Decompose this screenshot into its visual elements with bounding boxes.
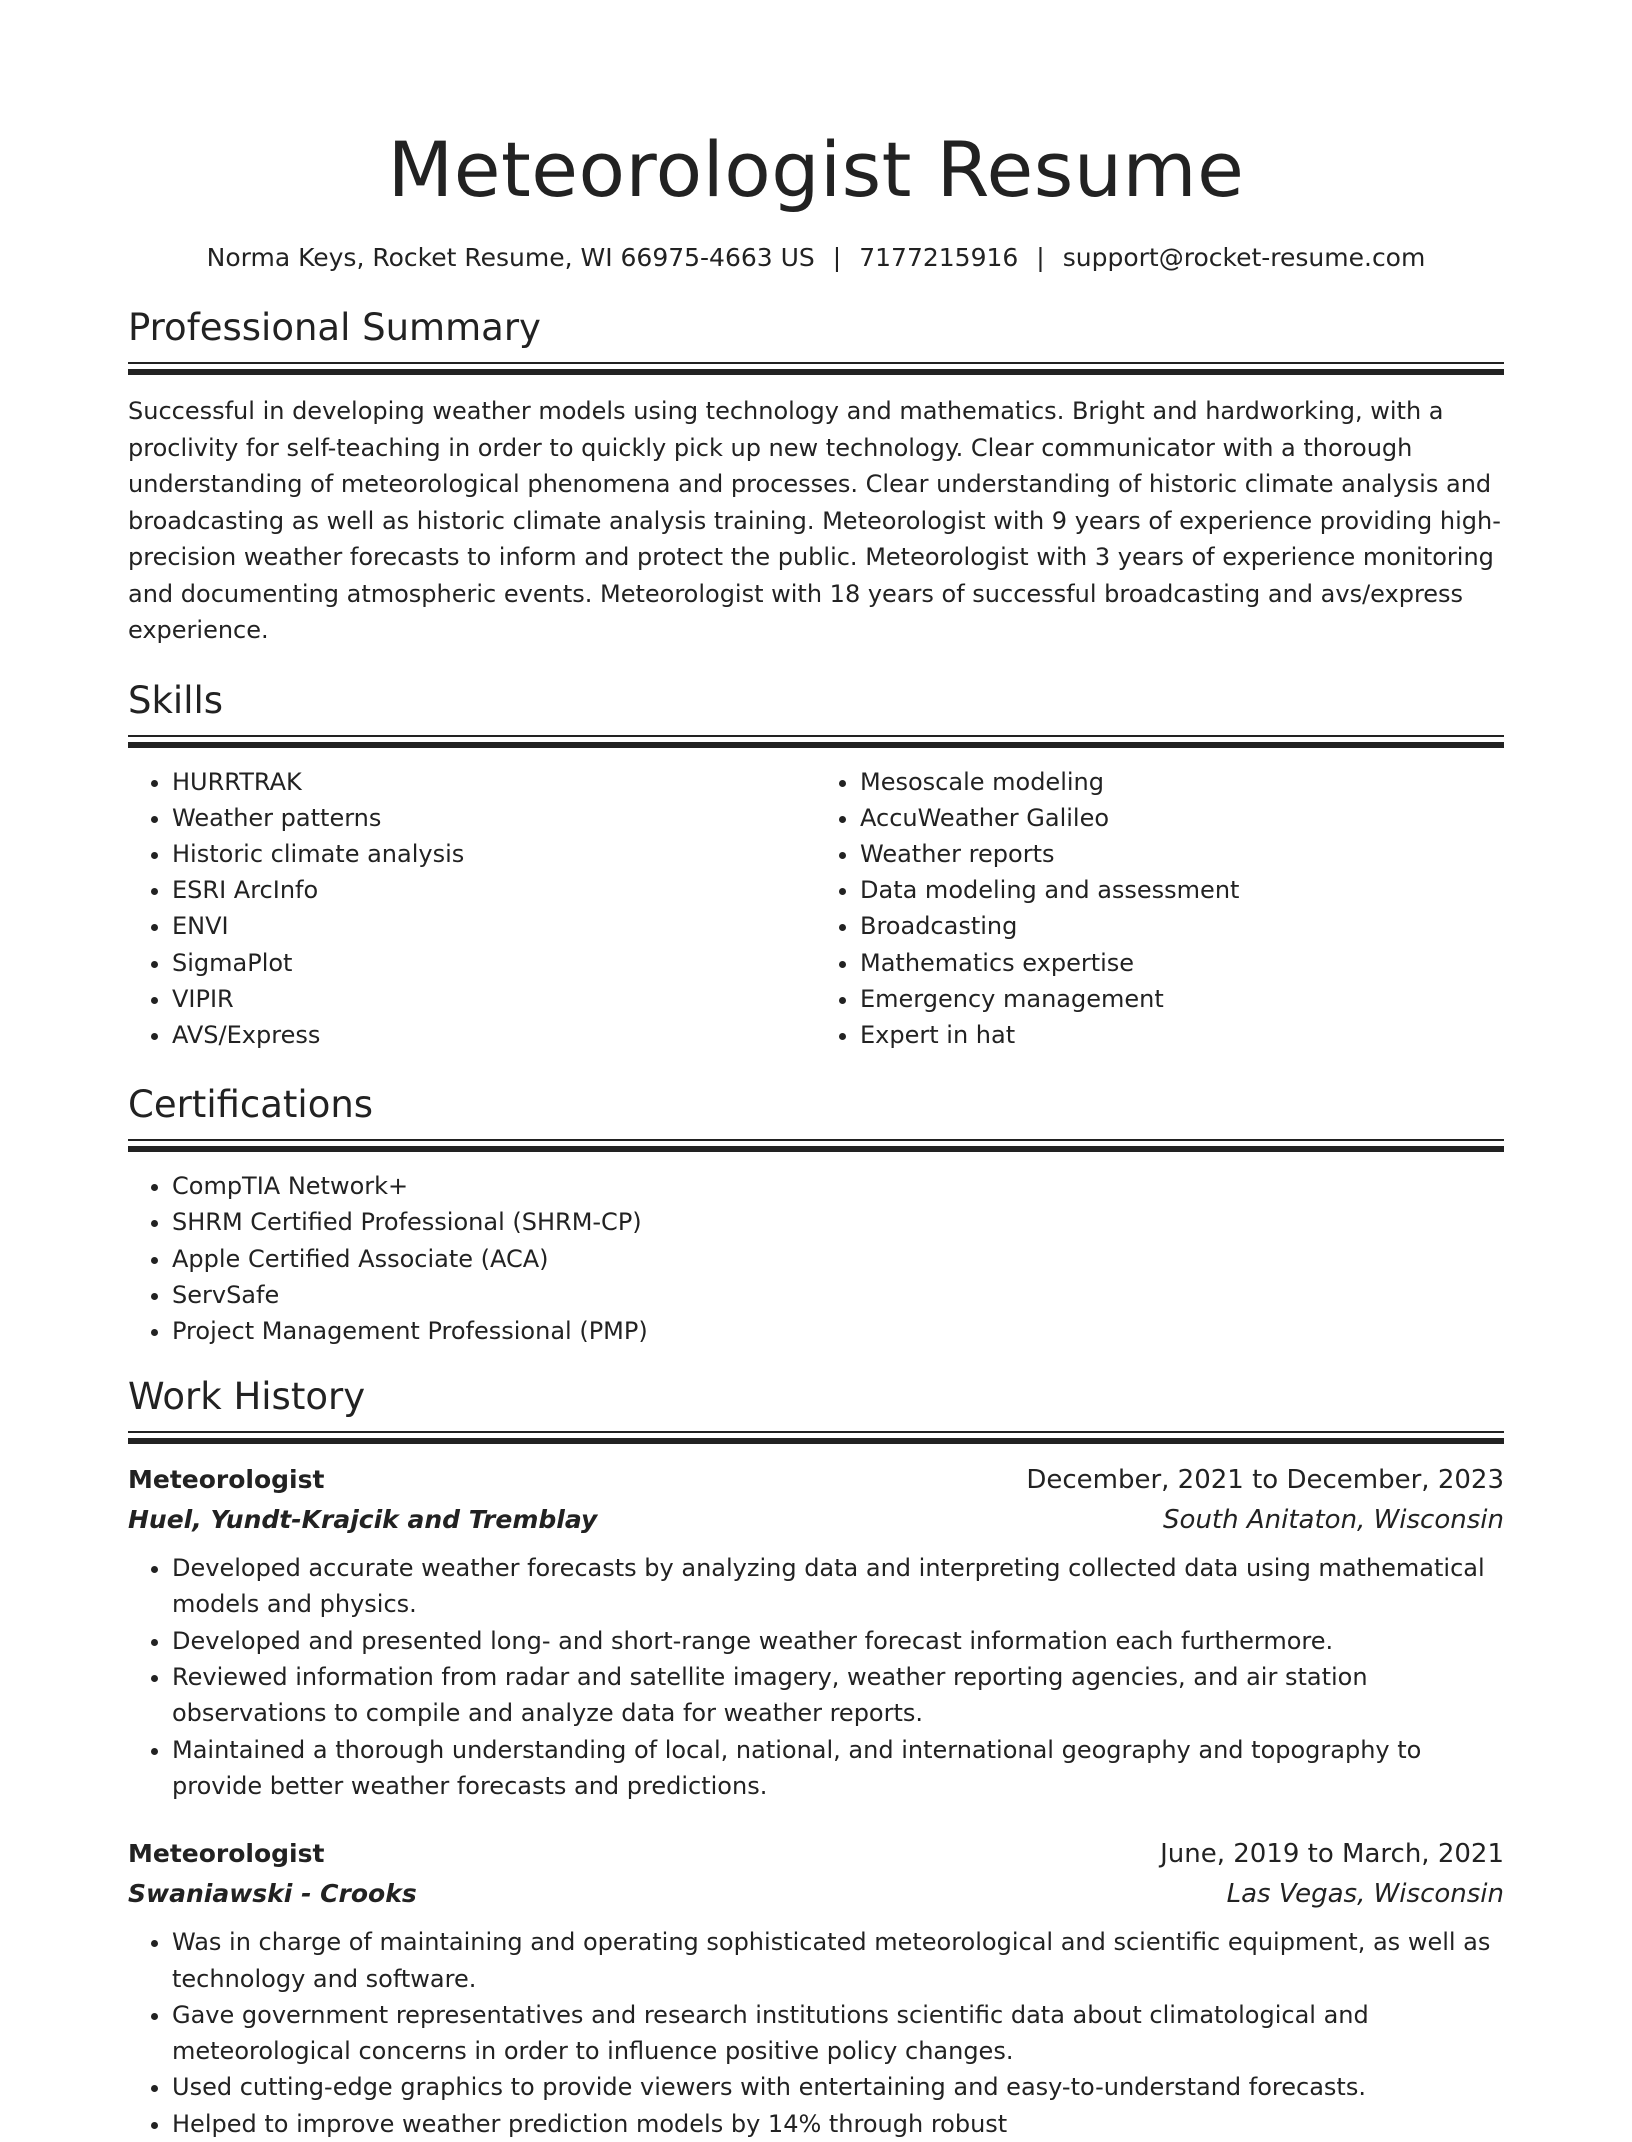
section-heading: Skills	[128, 678, 224, 722]
certification-item: • SHRM Certified Professional (SHRM-CP)	[172, 1204, 1504, 1240]
summary-text: Successful in developing weather models using technology and mathematics. Bright and hardworking, with a proclivity for self-teaching in order to quickly pick up new technology. Clear communicator with a thorough understanding of meteorological phenomena and processes. Clear understanding of historic climate analysis and broadcasting as well as historic climate analysis training. Meteorologist with 9 years of experience providing high-precision weather forecasts to inform and protect the public. Meteorologist with 3 years of experience monitoring and documenting atmospheric events. Meteorologist with 18 years of successful broadcasting and avs/express experience.	[128, 397, 1501, 644]
job-header-row	[128, 1460, 1504, 1500]
section-heading: Work History	[128, 1375, 366, 1419]
skills-list-left	[128, 764, 816, 1054]
work-history-section	[128, 1373, 1504, 2142]
job-bullet: • Was in charge of maintaining and operating sophisticated meteorological and scientific equipment, as well as technology and software.	[172, 1924, 1504, 1997]
section-divider	[128, 1431, 1504, 1444]
certification-item: • Apple Certified Associate (ACA)	[172, 1241, 1504, 1277]
skill-item: • Weather reports	[860, 836, 1504, 872]
section-divider	[128, 1139, 1504, 1152]
skill-item: • AVS/Express	[172, 1017, 816, 1053]
job-dates: June, 2019 to March, 2021	[1160, 1839, 1504, 1870]
professional-summary-section	[128, 304, 1504, 649]
skill-item: • Mathematics expertise	[860, 945, 1504, 981]
job-responsibilities	[128, 1924, 1504, 2142]
contact-line	[128, 240, 1504, 276]
job-location: Las Vegas, Wisconsin	[1226, 1879, 1504, 1910]
job-entry	[128, 1460, 1504, 1804]
skills-section	[128, 677, 1504, 1054]
section-divider	[128, 735, 1504, 748]
skill-item: • SigmaPlot	[172, 945, 816, 981]
certifications-section	[128, 1081, 1504, 1349]
skill-item: • AccuWeather Galileo	[860, 800, 1504, 836]
contact-separator: |	[1036, 243, 1045, 272]
section-heading: Professional Summary	[128, 306, 541, 349]
skills-column-right	[816, 764, 1504, 1054]
skill-item: • Expert in hat	[860, 1017, 1504, 1053]
certification-item: • CompTIA Network+	[172, 1168, 1504, 1204]
skill-item: • ENVI	[172, 908, 816, 944]
section-heading: Certifications	[128, 1083, 374, 1127]
contact-phone: 7177215916	[859, 243, 1019, 272]
job-bullet: • Gave government representatives and research institutions scientific data about climatological and meteorological concerns in order to influence positive policy changes.	[172, 1997, 1504, 2070]
skill-item: • Historic climate analysis	[172, 836, 816, 872]
job-responsibilities	[128, 1550, 1504, 1804]
certification-item: • ServSafe	[172, 1277, 1504, 1313]
certification-item: • Project Management Professional (PMP)	[172, 1313, 1504, 1349]
skill-item: • ESRI ArcInfo	[172, 872, 816, 908]
job-bullet: • Reviewed information from radar and satellite imagery, weather reporting agencies, and air station observations to compile and analyze data for weather reports.	[172, 1659, 1504, 1732]
skills-list-right	[816, 764, 1504, 1054]
skills-column-left	[128, 764, 816, 1054]
job-bullet: • Helped to improve weather prediction models by 14% through robust	[172, 2106, 1504, 2142]
job-bullet: • Maintained a thorough understanding of local, national, and international geography and topography to provide better weather forecasts and predictions.	[172, 1732, 1504, 1805]
skill-item: • HURRTRAK	[172, 764, 816, 800]
job-company-row	[128, 1874, 1504, 1914]
skill-item: • Broadcasting	[860, 908, 1504, 944]
job-bullet: • Used cutting-edge graphics to provide viewers with entertaining and easy-to-understand forecasts.	[172, 2069, 1504, 2105]
job-location: South Anitaton, Wisconsin	[1163, 1505, 1504, 1536]
job-company: Swaniawski - Crooks	[128, 1879, 417, 1909]
job-entry	[128, 1834, 1504, 2142]
job-bullet: • Developed and presented long- and short-range weather forecast information each furthermore.	[172, 1623, 1504, 1659]
job-company: Huel, Yundt-Krajcik and Tremblay	[128, 1505, 598, 1535]
skill-item: • Data modeling and assessment	[860, 872, 1504, 908]
skill-item: • Emergency management	[860, 981, 1504, 1017]
skill-item: • Weather patterns	[172, 800, 816, 836]
job-title: Meteorologist	[128, 1839, 325, 1869]
skills-columns	[128, 764, 1504, 1054]
contact-separator: |	[832, 243, 842, 272]
certifications-list	[128, 1168, 1504, 1349]
skill-item: • Mesoscale modeling	[860, 764, 1504, 800]
job-company-row	[128, 1500, 1504, 1540]
resume-title: Meteorologist Resume	[387, 125, 1245, 214]
skill-item: • VIPIR	[172, 981, 816, 1017]
contact-email: support@rocket-resume.com	[1062, 243, 1426, 272]
contact-address: Norma Keys, Rocket Resume, WI 66975-4663 US	[206, 243, 815, 272]
job-bullet: • Developed accurate weather forecasts by analyzing data and interpreting collected data using mathematical models and physics.	[172, 1550, 1504, 1623]
job-title: Meteorologist	[128, 1465, 325, 1495]
job-header-row	[128, 1834, 1504, 1874]
job-dates: December, 2021 to December, 2023	[1026, 1465, 1504, 1496]
section-divider	[128, 362, 1504, 375]
